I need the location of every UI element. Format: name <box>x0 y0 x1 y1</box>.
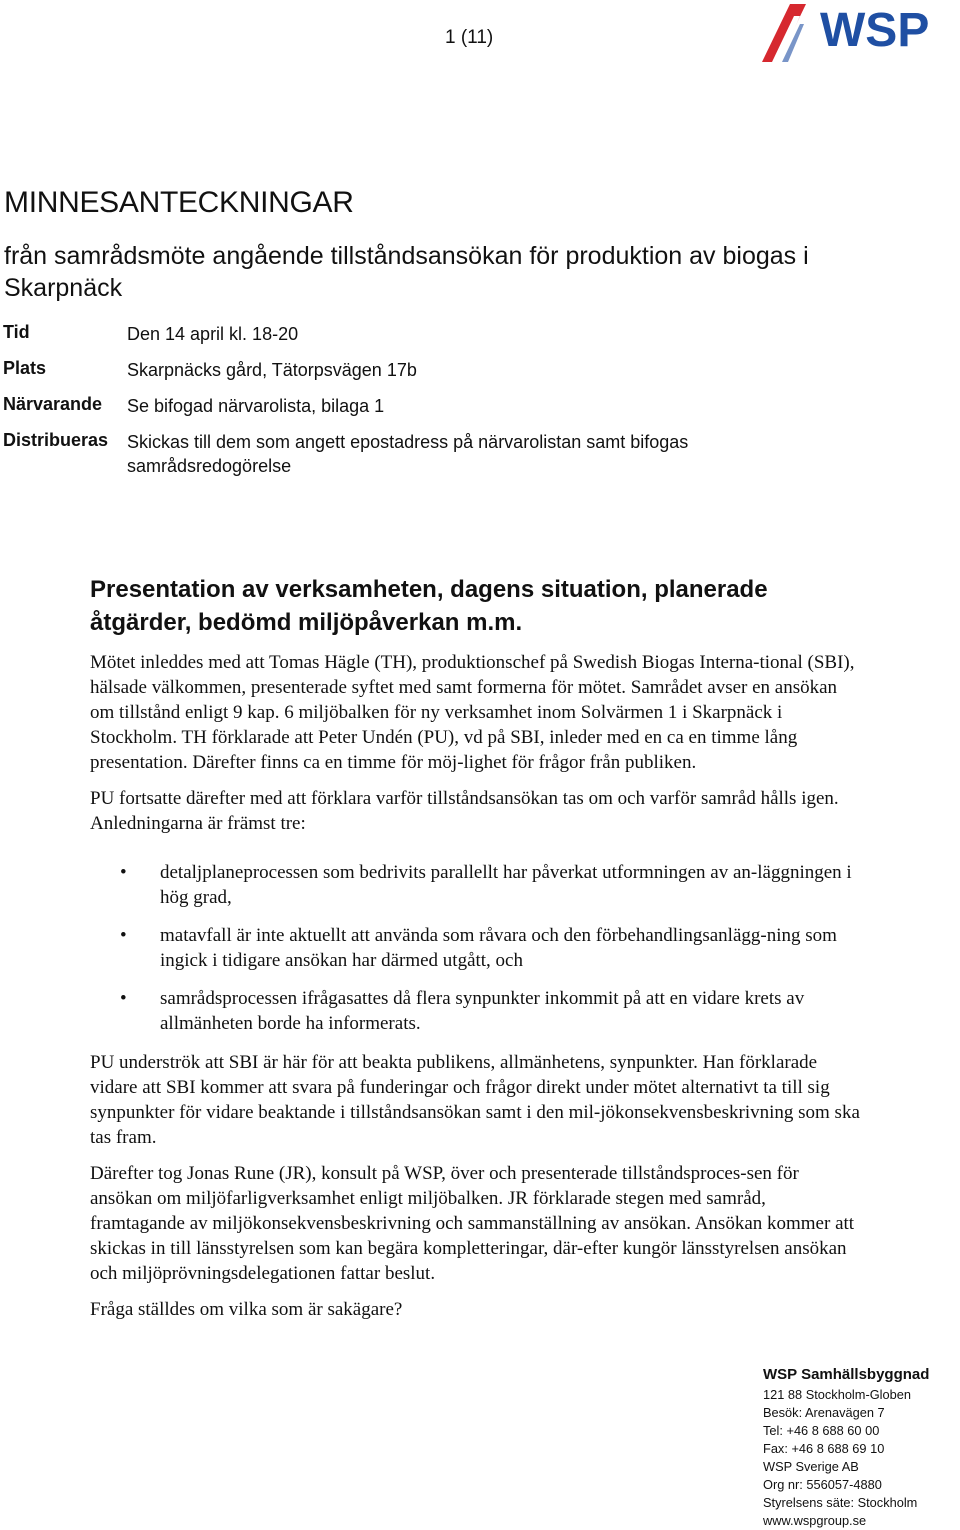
meta-label: Tid <box>3 322 30 342</box>
paragraph: Därefter tog Jonas Rune (JR), konsult på WSP, över och presenterade tillståndsproces-sen för ansökan om miljöfarligverksamhet enligt miljöbalken. JR förklarade stegen med samråd, framtagande av miljökonsekvensbeskrivning och sammanställning av ansökan. Ansökan kommer att skickas in till länsstyrelsen som kan begära kompletteringar, där-efter kungör länsstyrelsen ansökan och miljöprövningsdelegationen fattar beslut. <box>90 1163 855 1284</box>
paragraph: PU underströk att SBI är här för att beakta publikens, allmänhetens, synpunkter. Han förklarade vidare att SBI kommer att svara på funderingar och frågor direkt under mötet alternativt ta till sig synpunkter för vidare beaktande i tillståndsansökan samt i den mil-jökonsekvensbeskrivning som ska tas fram. <box>90 1052 860 1148</box>
list-item <box>90 860 860 910</box>
footer-line: WSP Sverige AB <box>763 1459 859 1474</box>
section-heading: Presentation av verksamheten, dagens situation, planerade åtgärder, bedömd miljöpåverkan m.m. <box>90 576 768 636</box>
meta-label: Plats <box>3 358 47 378</box>
wsp-logo <box>760 0 960 64</box>
footer-line: 121 88 Stockholm-Globen <box>763 1387 911 1402</box>
footer-line: Fax: +46 8 688 69 10 <box>763 1441 885 1456</box>
bullet-icon: • <box>120 925 127 946</box>
list-item <box>90 923 860 973</box>
meta-row-place <box>3 354 903 390</box>
list-item-text: detaljplaneprocessen som bedrivits parallellt har påverkat utformningen av an-läggningen i hög grad, <box>160 862 852 908</box>
footer-company-name: WSP Samhällsbyggnad <box>763 1366 930 1383</box>
document-body <box>90 650 860 1333</box>
meeting-meta <box>3 318 903 478</box>
bullet-icon: • <box>120 988 127 1009</box>
paragraph: Fråga ställdes om vilka som är sakägare? <box>90 1299 403 1320</box>
meta-value: Skarpnäcks gård, Tätorpsvägen 17b <box>127 360 417 380</box>
footer-line: Org nr: 556057-4880 <box>763 1477 882 1492</box>
company-footer <box>763 1366 958 1530</box>
footer-line: Tel: +46 8 688 60 00 <box>763 1423 880 1438</box>
list-item <box>90 986 860 1036</box>
logo-text: WSP <box>820 4 930 57</box>
paragraph: Mötet inleddes med att Tomas Hägle (TH), produktionschef på Swedish Biogas Interna-tional (SBI), hälsade välkommen, presenterade syftet med samt formerna för mötet. Samrådet avser en ansökan om tillstånd enligt 9 kap. 6 miljöbalken för ny verksamhet inom Solvärmen 1 i Skarpnäck i Stockholm. TH förklarade att Peter Undén (PU), vd på SBI, inleder med en ca en timme lång presentation. Därefter finns ca en timme för möj-lighet för frågor från publiken. <box>90 652 855 773</box>
document-subtitle: från samrådsmöte angående tillståndsansökan för produktion av biogas i Skarpnäck <box>4 242 809 302</box>
meta-row-distribution <box>3 426 903 478</box>
paragraph: PU fortsatte därefter med att förklara varför tillståndsansökan tas om och varför samråd hålls igen. Anledningarna är främst tre: <box>90 788 839 834</box>
list-item-text: matavfall är inte aktuellt att använda som råvara och den förbehandlingsanlägg-ning som ingick i tidigare ansökan har därmed utgått, och <box>160 925 837 971</box>
meta-value: Skickas till dem som angett epostadress på närvarolistan samt bifogas samrådsredogörelse <box>127 432 689 476</box>
meta-label: Närvarande <box>3 394 103 414</box>
footer-line: Besök: Arenavägen 7 <box>763 1405 885 1420</box>
meta-value: Den 14 april kl. 18-20 <box>127 324 299 344</box>
meta-value: Se bifogad närvarolista, bilaga 1 <box>127 396 385 416</box>
bullet-icon: • <box>120 862 127 883</box>
document-title: MINNESANTECKNINGAR <box>4 186 354 219</box>
page-number: 1 (11) <box>445 27 494 48</box>
bullet-list <box>90 860 860 1036</box>
list-item-text: samrådsprocessen ifrågasattes då flera synpunkter inkommit på att en vidare krets av allmänheten borde ha informerats. <box>160 988 805 1034</box>
footer-website-link[interactable]: www.wspgroup.se <box>763 1513 867 1528</box>
footer-line: Styrelsens säte: Stockholm <box>763 1495 918 1510</box>
meta-row-time <box>3 318 903 354</box>
meta-label: Distribueras <box>3 430 109 450</box>
meta-row-attendees <box>3 390 903 426</box>
